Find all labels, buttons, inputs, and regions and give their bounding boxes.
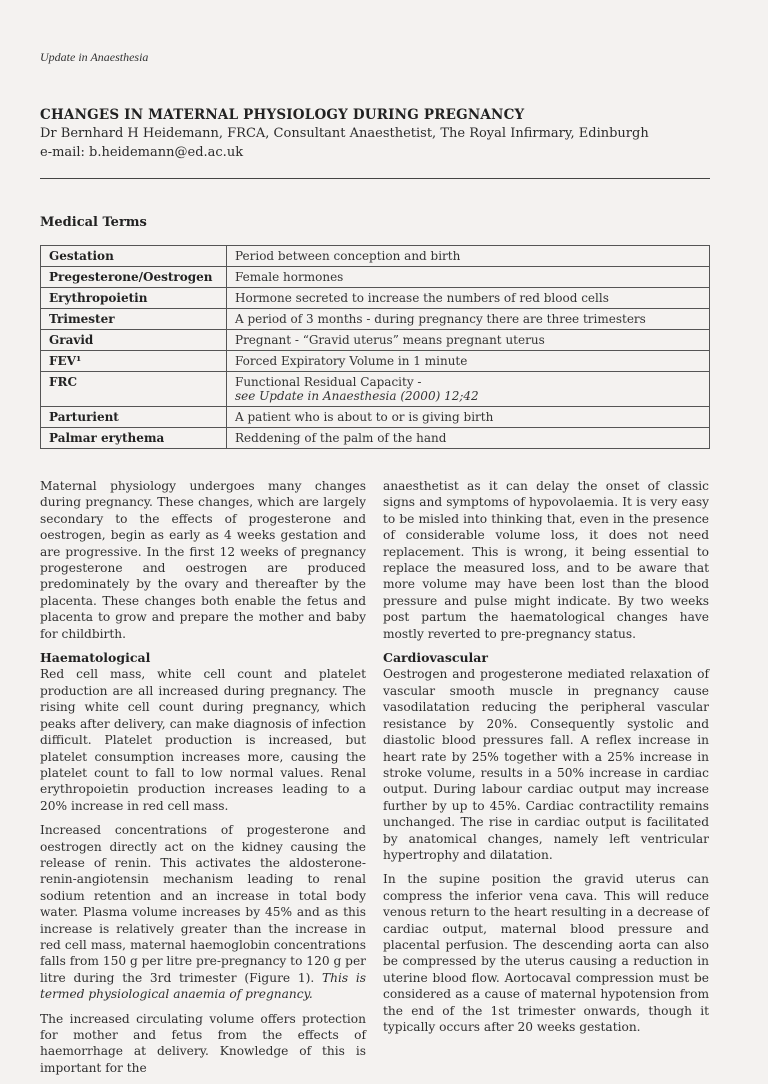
definition-cell: Forced Expiratory Volume in 1 minute bbox=[227, 351, 710, 372]
table-row bbox=[41, 407, 710, 428]
definition-text: Functional Residual Capacity - bbox=[235, 375, 422, 389]
term-cell: Palmar erythema bbox=[41, 428, 227, 449]
section-heading-haematological: Haematological bbox=[40, 650, 151, 666]
body-paragraph bbox=[40, 822, 366, 1002]
medical-terms-table bbox=[40, 245, 710, 449]
term-cell: Parturient bbox=[41, 407, 227, 428]
body-paragraph: Red cell mass, white cell count and platelet production are all increased during pregnancy. The rising white cell count during pregnancy, which peaks after delivery, can make diagnosis of infection difficult. Platelet production is increased, but platelet consumption increases more, causing the platelet count to fall to low normal values. Renal erythropoietin production increases leading to a 20% increase in red cell mass. bbox=[40, 667, 366, 813]
definition-citation: see Update in Anaesthesia (2000) 12;42 bbox=[235, 389, 479, 403]
table-row bbox=[41, 288, 710, 309]
body-column-left bbox=[40, 478, 366, 1084]
medical-terms-label: Medical Terms bbox=[40, 215, 147, 230]
definition-cell: Hormone secreted to increase the numbers of red blood cells bbox=[227, 288, 710, 309]
definition-cell: Period between conception and birth bbox=[227, 246, 710, 267]
table-row bbox=[41, 246, 710, 267]
table-row bbox=[41, 351, 710, 372]
definition-cell: A period of 3 months - during pregnancy there are three trimesters bbox=[227, 309, 710, 330]
body-paragraph: The increased circulating volume offers protection for mother and fetus from the effects of haemorrhage at delivery. Knowledge of this is important for the bbox=[40, 1011, 366, 1075]
article-author: Dr Bernhard H Heidemann, FRCA, Consultant Anaesthetist, The Royal Infirmary, Edinburgh bbox=[40, 126, 649, 141]
table-row bbox=[41, 330, 710, 351]
definition-cell: Pregnant - “Gravid uterus” means pregnant uterus bbox=[227, 330, 710, 351]
term-cell: Gravid bbox=[41, 330, 227, 351]
term-cell: Trimester bbox=[41, 309, 227, 330]
term-cell: Erythropoietin bbox=[41, 288, 227, 309]
term-cell: Gestation bbox=[41, 246, 227, 267]
body-paragraph: anaesthetist as it can delay the onset of classic signs and symptoms of hypovolaemia. It is very easy to be misled into thinking that, even in the presence of considerable volume loss, it does not need replacement. This is wrong, it being essential to replace the measured loss, and to be aware that more volume may have been lost than the blood pressure and pulse might indicate. By two weeks post partum the haematological changes have mostly reverted to pre-pregnancy status. bbox=[383, 479, 709, 641]
definition-cell: A patient who is about to or is giving birth bbox=[227, 407, 710, 428]
term-cell: FEV¹ bbox=[41, 351, 227, 372]
author-email: e-mail: b.heidemann@ed.ac.uk bbox=[40, 145, 244, 160]
header-divider bbox=[40, 178, 710, 179]
definition-cell: Reddening of the palm of the hand bbox=[227, 428, 710, 449]
table-row bbox=[41, 267, 710, 288]
running-head: Update in Anaesthesia bbox=[40, 50, 149, 64]
paragraph-text: Increased concentrations of progesterone and oestrogen directly act on the kidney causing the release of renin. This activates the aldosterone-renin-angiotensin mechanism leading to renal sodium retention and an increase in total body water. Plasma volume increases by 45% and as this increase is relatively greater than the increase in red cell mass, maternal haemoglobin concentrations falls from 150 g per litre pre-pregnancy to 120 g per litre during the 3rd trimester (Figure 1). bbox=[40, 823, 366, 985]
table-row bbox=[41, 428, 710, 449]
emphasis-text: This is termed physiological anaemia of pregnancy. bbox=[40, 970, 366, 1002]
article-title: CHANGES IN MATERNAL PHYSIOLOGY DURING PREGNANCY bbox=[40, 107, 525, 123]
body-column-right bbox=[383, 478, 709, 1043]
table-row bbox=[41, 372, 710, 407]
intro-paragraph: Maternal physiology undergoes many changes during pregnancy. These changes, which are largely secondary to the effects of progesterone and oestrogen, begin as early as 4 weeks gestation and are progressive. In the first 12 weeks of pregnancy progesterone and oestrogen are produced predominately by the ovary and thereafter by the placenta. These changes both enable the fetus and placenta to grow and prepare the mother and baby for childbirth. bbox=[40, 479, 366, 641]
body-paragraph: In the supine position the gravid uterus can compress the inferior vena cava. This will reduce venous return to the heart resulting in a decrease of cardiac output, maternal blood pressure and placental perfusion. The descending aorta can also be compressed by the uterus causing a reduction in uterine blood flow. Aortocaval compression must be considered as a cause of maternal hypotension from the end of the 1st trimester onwards, though it typically occurs after 20 weeks gestation. bbox=[383, 872, 709, 1034]
table-row bbox=[41, 309, 710, 330]
term-cell: Pregesterone/Oestrogen bbox=[41, 267, 227, 288]
definition-cell bbox=[227, 372, 710, 407]
term-cell: FRC bbox=[41, 372, 227, 407]
section-heading-cardiovascular: Cardiovascular bbox=[383, 650, 488, 666]
body-paragraph: Oestrogen and progesterone mediated relaxation of vascular smooth muscle in pregnancy cause vasodilatation reducing the peripheral vascular resistance by 20%. Consequently systolic and diastolic blood pressures fall. A reflex increase in heart rate by 25% together with a 25% increase in stroke volume, results in a 50% increase in cardiac output. During labour cardiac output may increase further by up to 45%. Cardiac contractility remains unchanged. The rise in cardiac output is facilitated by anatomical changes, namely left ventricular hypertrophy and dilatation. bbox=[383, 667, 709, 862]
definition-cell: Female hormones bbox=[227, 267, 710, 288]
